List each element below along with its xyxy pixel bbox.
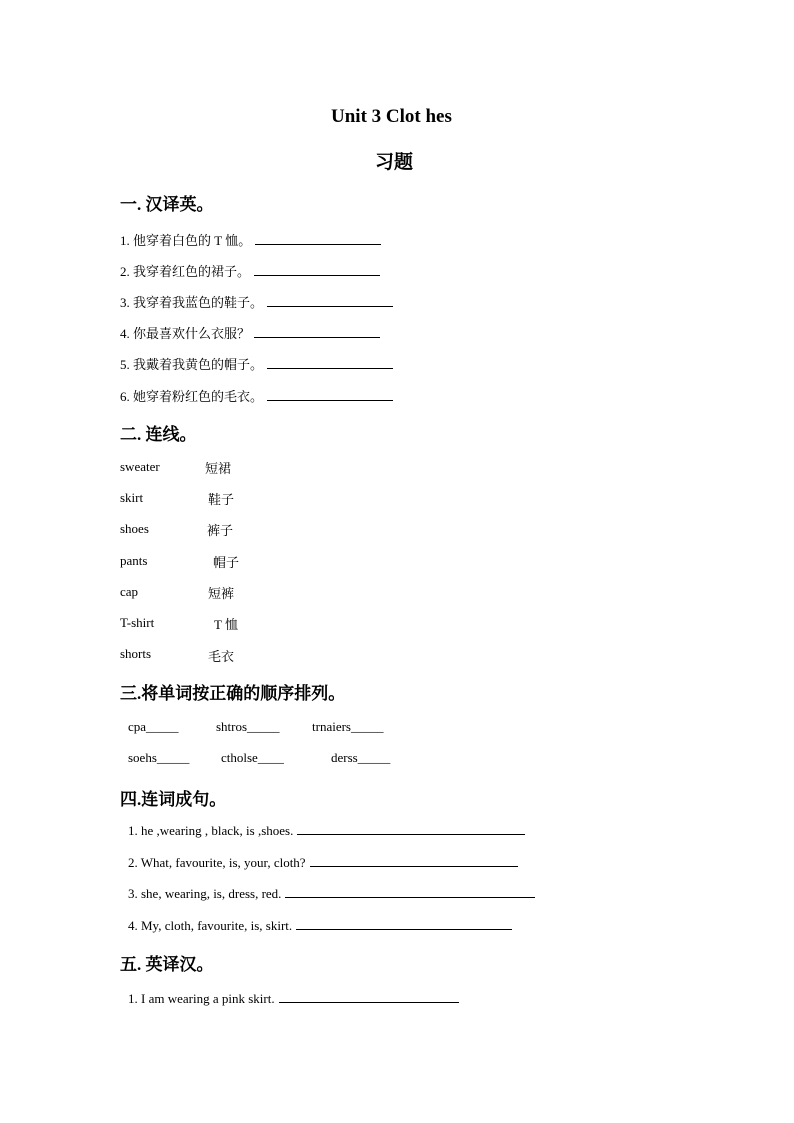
match-meaning[interactable]: 毛衣 (208, 649, 235, 664)
match-word[interactable]: T-shirt (120, 615, 155, 630)
match-meaning[interactable]: 鞋子 (208, 492, 235, 507)
question-item: 2. What, favourite, is, your, cloth? (128, 854, 518, 871)
match-word[interactable]: sweater (120, 459, 160, 474)
section-3-heading: 三.将单词按正确的顺序排列。 (120, 684, 346, 703)
question-item: 4. 你最喜欢什么衣服？ (120, 323, 380, 342)
question-item: 1. I am wearing a pink skirt. (128, 990, 459, 1007)
section-4-heading: 四.连词成句。 (120, 790, 227, 809)
question-item: 6. 她穿着粉红色的毛衣。 (120, 386, 393, 405)
answer-blank[interactable] (255, 232, 381, 245)
question-item: 3. 我穿着我蓝色的鞋子。 (120, 292, 393, 311)
answer-blank[interactable] (267, 356, 393, 369)
scrambled-word[interactable]: cpa_____ (128, 719, 179, 734)
question-item: 1. he ,wearing , black, is ,shoes. (128, 822, 525, 839)
match-meaning[interactable]: 短裙 (205, 461, 232, 476)
question-item: 1. 他穿着白色的 T 恤。 (120, 230, 381, 249)
answer-blank[interactable] (254, 325, 380, 338)
page-title: Unit 3 Clot hes (331, 106, 452, 127)
answer-blank[interactable] (297, 822, 525, 835)
section-5-heading: 五. 英译汉。 (120, 955, 214, 974)
page-subtitle: 习题 (375, 152, 414, 173)
question-item: 3. she, wearing, is, dress, red. (128, 885, 535, 902)
match-word[interactable]: pants (120, 553, 148, 568)
match-meaning[interactable]: 短裤 (208, 586, 235, 601)
scrambled-word[interactable]: ctholse____ (221, 750, 284, 765)
section-2-heading: 二. 连线。 (120, 425, 197, 444)
answer-blank[interactable] (296, 917, 512, 930)
scrambled-word[interactable]: soehs_____ (128, 750, 190, 765)
answer-blank[interactable] (310, 854, 518, 867)
match-meaning[interactable]: 裤子 (207, 523, 234, 538)
scrambled-word[interactable]: shtros_____ (216, 719, 280, 734)
scrambled-word[interactable]: trnaiers_____ (312, 719, 384, 734)
scrambled-word[interactable]: derss_____ (331, 750, 391, 765)
match-word[interactable]: skirt (120, 490, 144, 505)
answer-blank[interactable] (267, 388, 393, 401)
match-word[interactable]: shorts (120, 646, 152, 661)
section-1-heading: 一. 汉译英。 (120, 195, 214, 214)
question-item: 2. 我穿着红色的裙子。 (120, 261, 380, 280)
match-meaning[interactable]: T 恤 (214, 617, 238, 632)
match-word[interactable]: cap (120, 584, 139, 599)
match-meaning[interactable]: 帽子 (213, 555, 240, 570)
answer-blank[interactable] (279, 990, 459, 1003)
match-word[interactable]: shoes (120, 521, 149, 536)
question-item: 4. My, cloth, favourite, is, skirt. (128, 917, 512, 934)
answer-blank[interactable] (267, 294, 393, 307)
answer-blank[interactable] (254, 263, 380, 276)
question-item: 5. 我戴着我黄色的帽子。 (120, 354, 393, 373)
answer-blank[interactable] (285, 885, 535, 898)
